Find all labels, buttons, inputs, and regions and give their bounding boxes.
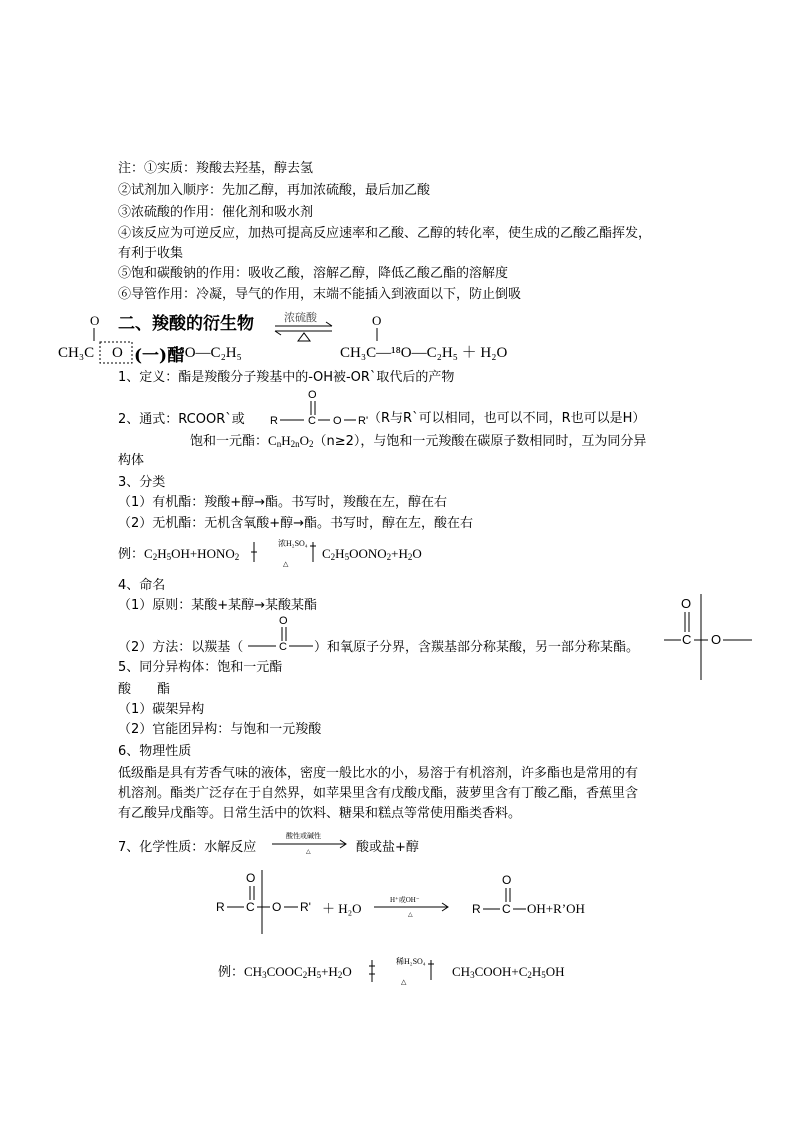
hydrolysis-example-product: $CH_3COOH+C_2H_5OH$	[452, 964, 565, 980]
reversible-arrow-2	[368, 954, 438, 988]
hydrolysis-condition: 酸性或碱性	[286, 832, 321, 840]
general-label: 2、通式：RCOOR`或	[118, 412, 245, 427]
hydrolysis-arrow	[270, 830, 350, 856]
hydrolysis-rhs: OH+R’OH	[527, 901, 585, 916]
hydrolysis-catalyst: H⁺或OH⁻	[390, 896, 420, 904]
physical-l1: 低级酯是具有芳香气味的液体，密度一般比水的小，易溶于有机溶剂，许多酯也是常用的有	[118, 766, 639, 781]
note-essence: 注：①实质：羧酸去羟基，醇去氢	[118, 161, 314, 176]
hydrolysis-heat: △	[306, 849, 311, 855]
physical-l3: 有乙酸异戊酯等。日常生活中的饮料、糖果和糕点等常使用酯类香料。	[118, 806, 522, 821]
isomer-sub: 酸 酯	[118, 682, 171, 697]
svg-text:C: C	[308, 415, 316, 427]
physical-head: 6、物理性质	[118, 744, 192, 759]
svg-text:O: O	[502, 873, 512, 887]
note-acid-role: ③浓硫酸的作用：催化剂和吸水剂	[118, 205, 314, 220]
hydrolysis-arrow-2	[372, 893, 452, 919]
hydrolysis-heat-2: △	[408, 912, 413, 918]
ester-reactant-structure	[210, 868, 320, 938]
svg-text:O: O	[681, 596, 692, 611]
esterification-equation	[0, 305, 794, 365]
sat-prefix: 饱和一元酯：	[190, 434, 269, 449]
svg-text:R': R'	[300, 900, 311, 914]
catalyst-label: 浓硫酸	[284, 312, 317, 324]
classify-head: 3、分类	[118, 475, 166, 490]
inorganic-example: 例：$C_2H_5OH+HONO_2$	[118, 546, 240, 562]
svg-text:O: O	[308, 389, 317, 401]
carbonyl-o-left: O	[90, 313, 100, 328]
sat-rest: （n≥2），与饱和一元羧酸在碳原子数相同时，互为同分异	[313, 434, 647, 449]
oh-o: O	[112, 345, 123, 361]
svg-text:C: C	[502, 902, 511, 916]
note-order: ②试剂加入顺序：先加乙醇，再加浓硫酸，最后加乙酸	[118, 183, 431, 198]
svg-text:O: O	[272, 900, 282, 914]
carbonyl-structure	[238, 614, 318, 654]
svg-text:R': R'	[358, 415, 369, 427]
svg-text:O: O	[711, 632, 722, 647]
hydrolysis-product: 酸或盐+醇	[356, 840, 419, 855]
naming-method-a: （2）方法：以羰基（	[118, 640, 244, 655]
naming-head: 4、命名	[118, 578, 166, 593]
svg-text:R: R	[472, 902, 481, 916]
svg-text:C: C	[682, 632, 692, 647]
note-tube: ⑥导管作用：冷凝，导气的作用，末端不能插入到液面以下，防止倒吸	[118, 287, 522, 302]
heat-triangle	[298, 333, 310, 341]
isomer-carbon: （1）碳架异构	[118, 702, 205, 717]
naming-method-b: ）和氧原子分界，含羰基部分称某酸，另一部分称某酯。	[314, 640, 640, 655]
naming-principle: （1）原则：某酸+某醇→某酸某酯	[118, 598, 318, 613]
inorganic-ester: （2）无机酯：无机含氧酸+醇→酯。书写时，醇在左，酸在右	[118, 516, 474, 531]
svg-text:O: O	[246, 871, 256, 885]
chemical-label: 7、化学性质：水解反应	[118, 840, 257, 855]
ex-heat-2: △	[401, 978, 407, 986]
physical-l2: 机溶剂。酯类广泛存在于自然界，如苹果里含有戊酸戊酯，菠萝里含有丁酸乙酯，香蕉里含	[118, 786, 639, 801]
ester-structure	[266, 388, 376, 430]
saturated-ester: 饱和一元酯：$C_nH_{2n}O_2(n\ge 2)$，与饱和一元羧酸在碳原子数相同时，互为同分异	[190, 433, 647, 449]
alcohol-part: ¹⁸O—C₂H₅	[175, 345, 242, 361]
svg-text:R: R	[216, 900, 225, 914]
subsection-ester: (一)酯	[134, 346, 185, 366]
note-reversible-cont: 有利于收集	[118, 246, 184, 261]
products: CH₃C—¹⁸O—C₂H₅ ＋ H₂O	[340, 345, 508, 361]
svg-text:R: R	[270, 415, 278, 427]
svg-text:O: O	[279, 615, 288, 627]
svg-text:O: O	[333, 415, 342, 427]
isomer-head: 5、同分异构体：饱和一元酯	[118, 660, 283, 675]
svg-text:C: C	[246, 900, 255, 914]
organic-ester: （1）有机酯：羧酸+醇→酯。书写时，羧酸在左，醇在右	[118, 495, 448, 510]
section-title: 二、羧酸的衍生物	[118, 314, 254, 334]
ex-catalyst: 浓H₂SO₄	[278, 539, 308, 548]
note-reversible: ④该反应为可逆反应，加热可提高反应速率和乙酸、乙醇的转化率，使生成的乙酸乙酯挥发，	[118, 226, 652, 241]
note-carbonate: ⑤饱和碳酸钠的作用：吸收乙酸，溶解乙醇，降低乙酸乙酯的溶解度	[118, 266, 509, 281]
ex-label: 例：	[118, 547, 145, 562]
ex-label-2: 例：	[218, 965, 245, 980]
water-reactant: ＋ H₂O	[322, 901, 362, 916]
general-note: （R与R`可以相同，也可以不同，R也可以是H）	[368, 411, 646, 426]
ester-split-structure	[660, 592, 756, 682]
ex-heat: △	[283, 560, 289, 568]
carbonyl-o-right: O	[372, 313, 382, 328]
hydrolysis-example: 例：$CH_3COOC_2H_5+H_2O$	[218, 964, 352, 980]
isomer-functional: （2）官能团异构：与饱和一元羧酸	[118, 722, 322, 737]
svg-text:C: C	[279, 641, 287, 653]
definition: 1、定义：酯是羧酸分子羧基中的-OH被-OR`取代后的产物	[118, 370, 455, 385]
ch3c-left: CH₃C	[58, 345, 95, 361]
general-cont: 构体	[118, 453, 145, 468]
ex-catalyst-2: 稀H₂SO₄	[396, 957, 426, 966]
inorganic-product: $C_2H_5OONO_2+H_2O$	[322, 546, 422, 562]
reversible-arrow-1	[250, 536, 320, 570]
